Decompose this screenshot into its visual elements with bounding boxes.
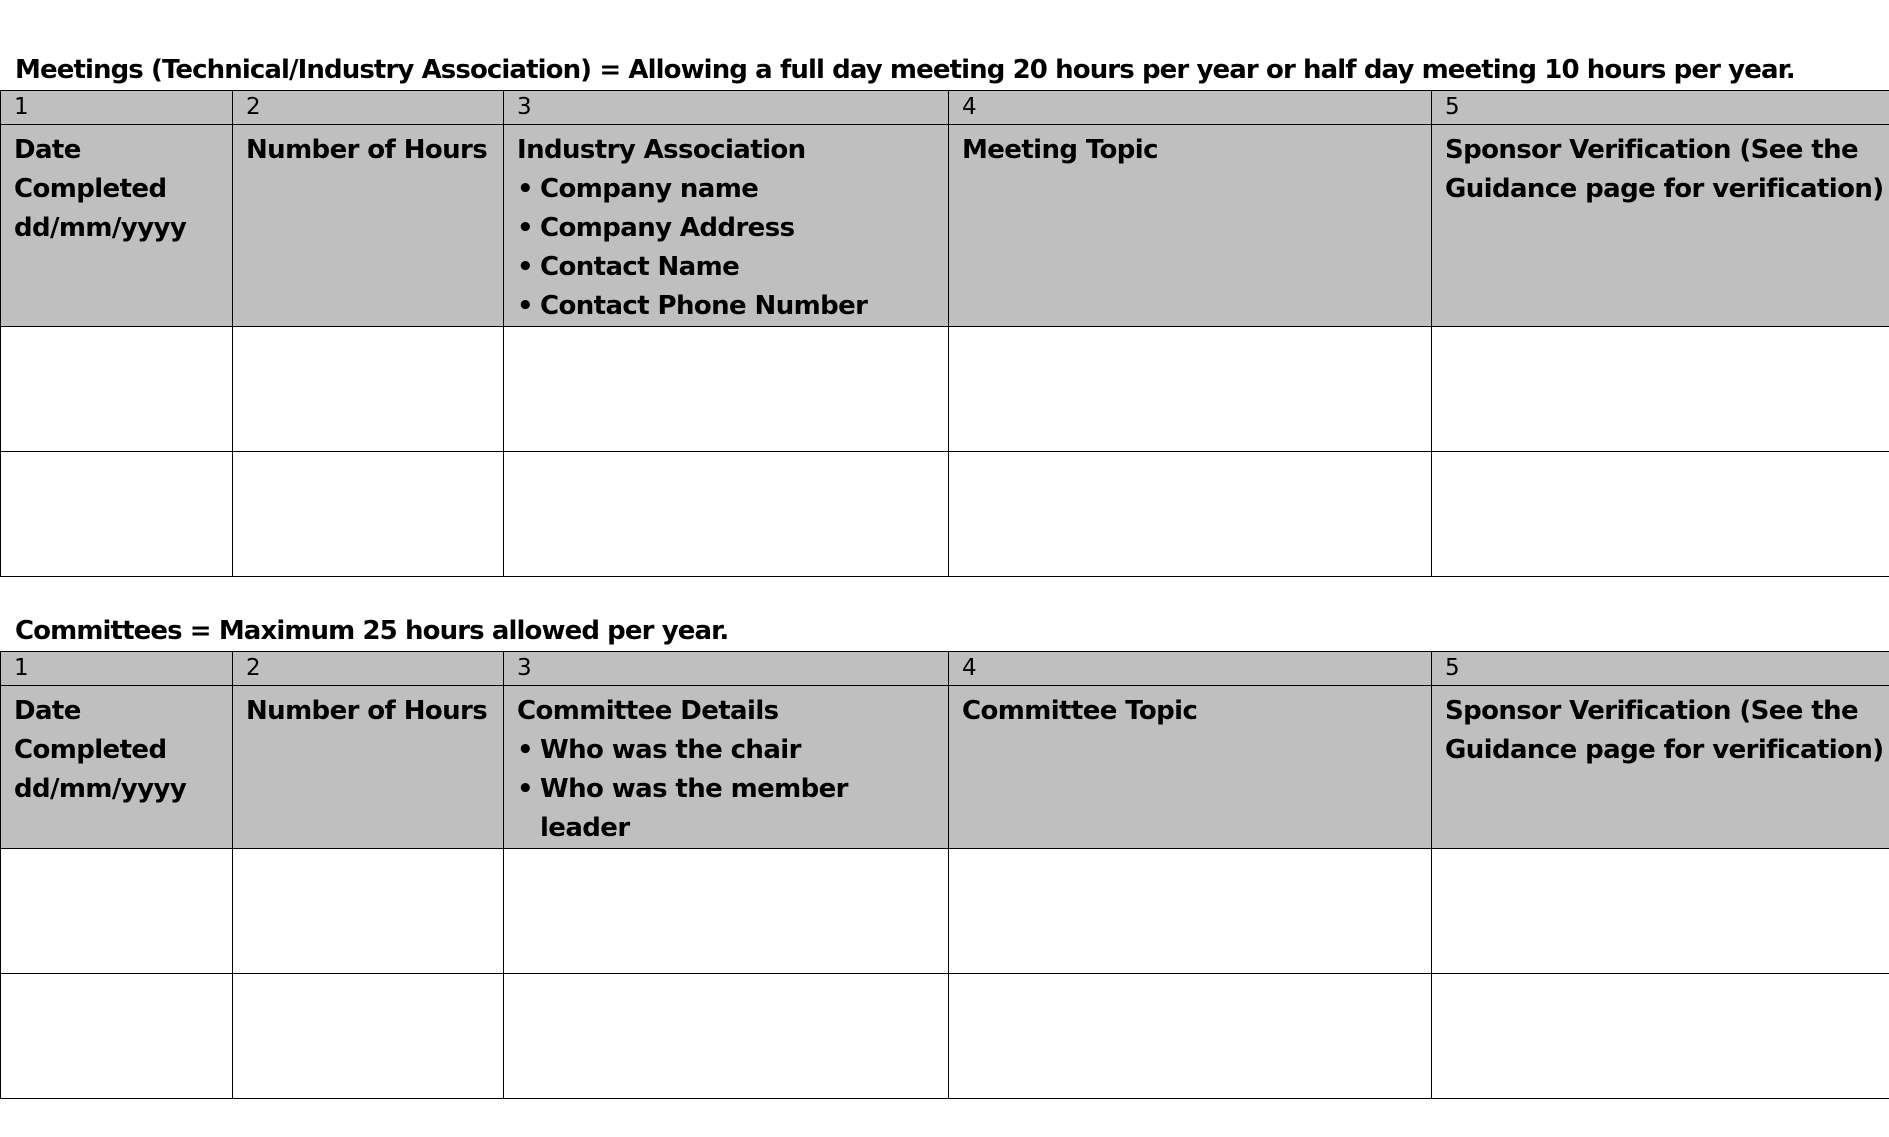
bullet-item: • Who was the member leader [517,770,938,848]
header-title: Committee Details [517,696,779,726]
header-title: Number of Hours [246,696,488,726]
bullet-item: • Contact Phone Number [517,287,938,326]
header-cell-committee-details [504,686,949,849]
entry-cell-date[interactable] [1,849,233,974]
entry-cell-verification[interactable] [1432,452,1889,577]
meetings-section-title: Meetings (Technical/Industry Association) = Allowing a full day meeting 20 hours per year or half day meeting 10 hours per year. [15,55,1795,85]
column-number: 4 [949,652,1432,686]
column-number: 1 [1,652,233,686]
meetings-table [0,90,1889,577]
entry-cell-association[interactable] [504,327,949,452]
entry-cell-hours[interactable] [233,849,504,974]
entry-cell-date[interactable] [1,452,233,577]
header-title: Date Completed dd/mm/yyyy [14,135,187,243]
column-number: 2 [233,652,504,686]
column-number: 5 [1432,652,1889,686]
entry-cell-hours[interactable] [233,974,504,1099]
header-cell-sponsor-verification [1432,125,1889,327]
header-cell-industry-association [504,125,949,327]
header-title: Number of Hours [246,135,488,165]
header-title: Committee Topic [962,696,1198,726]
header-title: Meeting Topic [962,135,1158,165]
committees-header-row [1,686,1889,849]
column-number: 1 [1,91,233,125]
entry-cell-verification[interactable] [1432,327,1889,452]
header-title: Date Completed dd/mm/yyyy [14,696,187,804]
bullet-item: • Contact Name [517,248,938,287]
entry-cell-topic[interactable] [949,327,1432,452]
entry-cell-topic[interactable] [949,849,1432,974]
committees-column-number-row [1,652,1889,686]
header-cell-sponsor-verification [1432,686,1889,849]
header-cell-date-completed [1,125,233,327]
entry-cell-date[interactable] [1,327,233,452]
table-row [1,849,1889,974]
entry-cell-date[interactable] [1,974,233,1099]
column-number: 3 [504,652,949,686]
header-title: Industry Association [517,135,806,165]
meetings-column-number-row [1,91,1889,125]
header-cell-number-of-hours [233,686,504,849]
entry-cell-hours[interactable] [233,327,504,452]
column-number: 3 [504,91,949,125]
entry-cell-details[interactable] [504,849,949,974]
entry-cell-topic[interactable] [949,452,1432,577]
entry-cell-verification[interactable] [1432,849,1889,974]
header-title: Sponsor Verification (See the Guidance page for verification) [1445,696,1884,765]
entry-cell-details[interactable] [504,974,949,1099]
table-row [1,974,1889,1099]
entry-cell-hours[interactable] [233,452,504,577]
committees-section-title: Committees = Maximum 25 hours allowed per year. [15,616,729,646]
meetings-header-row [1,125,1889,327]
table-row [1,452,1889,577]
header-cell-number-of-hours [233,125,504,327]
header-cell-meeting-topic [949,125,1432,327]
column-number: 5 [1432,91,1889,125]
committees-table [0,651,1889,1099]
entry-cell-topic[interactable] [949,974,1432,1099]
bullet-item: • Who was the chair [517,731,938,770]
entry-cell-verification[interactable] [1432,974,1889,1099]
bullet-item: • Company name [517,170,938,209]
table-row [1,327,1889,452]
column-number: 2 [233,91,504,125]
column-number: 4 [949,91,1432,125]
header-cell-committee-topic [949,686,1432,849]
bullet-list [517,731,938,848]
bullet-item: • Company Address [517,209,938,248]
header-title: Sponsor Verification (See the Guidance page for verification) [1445,135,1884,204]
bullet-list [517,170,938,326]
header-cell-date-completed [1,686,233,849]
entry-cell-association[interactable] [504,452,949,577]
